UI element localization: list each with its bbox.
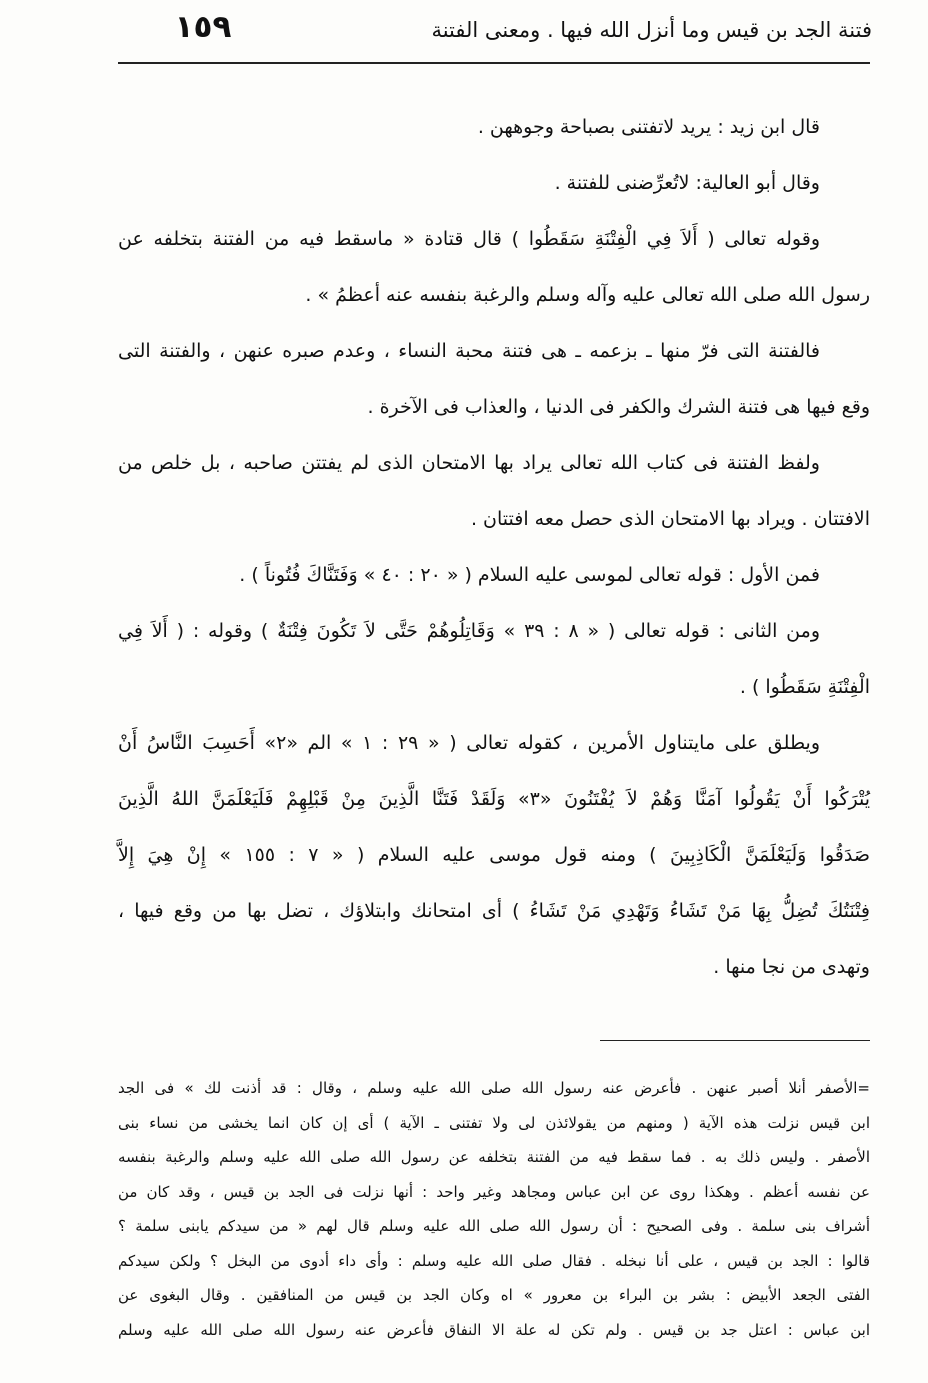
paragraph — [118, 323, 870, 435]
body-line: ومن الثانى : قوله تعالى ( « ٨ : ٣٩ » وَقَاتِلُوهُمْ حَتَّى لاَ تَكُونَ فِتْنَةٌ ) وقوله : ( أَلاَ فِي — [118, 620, 820, 642]
footnote-line: عن نفسه أعظم . وهكذا روى عن ابن عباس ومجاهد وغير واحد : أنها نزلت فى الجد بن قيس ، وقد كان من — [118, 1182, 870, 1201]
body-line: رسول الله صلى الله تعالى عليه وآله وسلم والرغبة بنفسه عنه أعظمُ » . — [305, 284, 870, 306]
body-line: وقال أبو العالية: لاتُعرِّضنى للفتنة . — [554, 172, 820, 194]
footnote-line: الأصفر . وليس ذلك به . فما سقط فيه من الفتنة بتخلفه عن رسول الله صلى الله عليه وسلم والرغبة بنفسه — [118, 1148, 870, 1166]
footnote-rule — [600, 1040, 870, 1041]
page-number: ١٥٩ — [174, 9, 232, 45]
header-rule — [118, 62, 870, 64]
paragraph — [118, 155, 870, 211]
footnote-line: =الأصفر أنلا أصبر عنهن . فأعرض عنه رسول الله صلى الله عليه وسلم ، وقال : قد أذنت لك » فى الجد — [118, 1079, 870, 1097]
footnote-line: الفتى الجعد الأبيض : بشر بن البراء بن معرور » اه وكان الجد بن قيس من المنافقين . وقال البغوى عن — [118, 1286, 870, 1304]
body-line: يُتْرَكُوا أَنْ يَقُولُوا آمَنَّا وَهُمْ لاَ يُفْتَنُونَ «٣» وَلَقَدْ فَتَنَّا الَّذِينَ مِنْ قَبْلِهِمْ فَلَيَعْلَمَنَّ اللهُ الَّذِينَ — [118, 788, 870, 810]
body-line: وتهدى من نجا منها . — [713, 956, 870, 978]
body-line: فِتْنَتُكَ تُضِلُّ بِهَا مَنْ تَشَاءُ وَتَهْدِي مَنْ تَشَاءُ ) أى امتحانك وابتلاؤك ، تضل بها من وقع فيها ، — [118, 900, 870, 922]
paragraph — [118, 603, 870, 715]
body-line: قال ابن زيد : يريد لاتفتنى بصباحة وجوههن . — [477, 116, 820, 138]
body-line: الْفِتْنَةِ سَقَطُوا ) . — [739, 676, 870, 698]
footnote-line: أشراف بنى سلمة . وفى الصحيح : أن رسول الله صلى الله عليه وسلم قال لهم « من سيدكم يابنى سلمة ؟ — [118, 1217, 870, 1235]
paragraph — [118, 211, 870, 323]
footnotes — [118, 1071, 870, 1347]
body-line: فالفتنة التى فرّ منها ـ بزعمه ـ هى فتنة محبة النساء ، وعدم صبره عنهن ، والفتنة التى — [118, 340, 820, 362]
body-line: صَدَقُوا وَلَيَعْلَمَنَّ الْكَاذِبِينَ ) ومنه قول موسى عليه السلام ( « ٧ : ١٥٥ » إِنْ هِيَ إِلاَّ — [118, 844, 870, 866]
footnote-line: ابن قيس نزلت هذه الآية ( ومنهم من يقولائذن لى ولا تفتنى ـ الآية ) أى إن كان انما يخشى من نساء بنى — [118, 1113, 870, 1132]
paragraph — [118, 715, 870, 995]
body-line: وقع فيها هى فتنة الشرك والكفر فى الدنيا ، والعذاب فى الآخرة . — [367, 396, 870, 418]
footnote-line: ابن عباس : اعتل جد بن قيس . ولم تكن له علة الا النفاق فأعرض عنه رسول الله صلى الله عليه وسلم — [118, 1320, 870, 1339]
body-line: الافتتان . ويراد بها الامتحان الذى حصل معه افتتان . — [470, 508, 870, 530]
body-line: وقوله تعالى ( أَلاَ فِي الْفِتْنَةِ سَقَطُوا ) قال قتادة « ماسقط فيه من الفتنة بتخلفه عن — [118, 228, 820, 250]
body-line: فمن الأول : قوله تعالى لموسى عليه السلام ( « ٢٠ : ٤٠ » وَفَتَنَّاكَ فُتُوناً ) . — [239, 564, 820, 586]
paragraph — [118, 99, 870, 155]
footnote-line: قالوا : الجد بن قيس ، على أنا نبخله . فقال صلى الله عليه وسلم : وأى داء أدوى من البخل ؟ ولكن سيدكم — [118, 1251, 870, 1270]
body-text — [118, 99, 870, 995]
body-line: ولفظ الفتنة فى كتاب الله تعالى يراد بها الامتحان الذى لم يفتتن صاحبه ، بل خلص من — [118, 452, 820, 474]
paragraph — [118, 435, 870, 547]
paragraph — [118, 547, 870, 603]
body-line: ويطلق على مايتناول الأمرين ، كقوله تعالى ( « ٢٩ : ١ » الم «٢» أَحَسِبَ النَّاسُ أَنْ — [118, 732, 820, 754]
running-title: فتنة الجد بن قيس وما أنزل الله فيها . ومعنى الفتنة — [431, 18, 872, 42]
